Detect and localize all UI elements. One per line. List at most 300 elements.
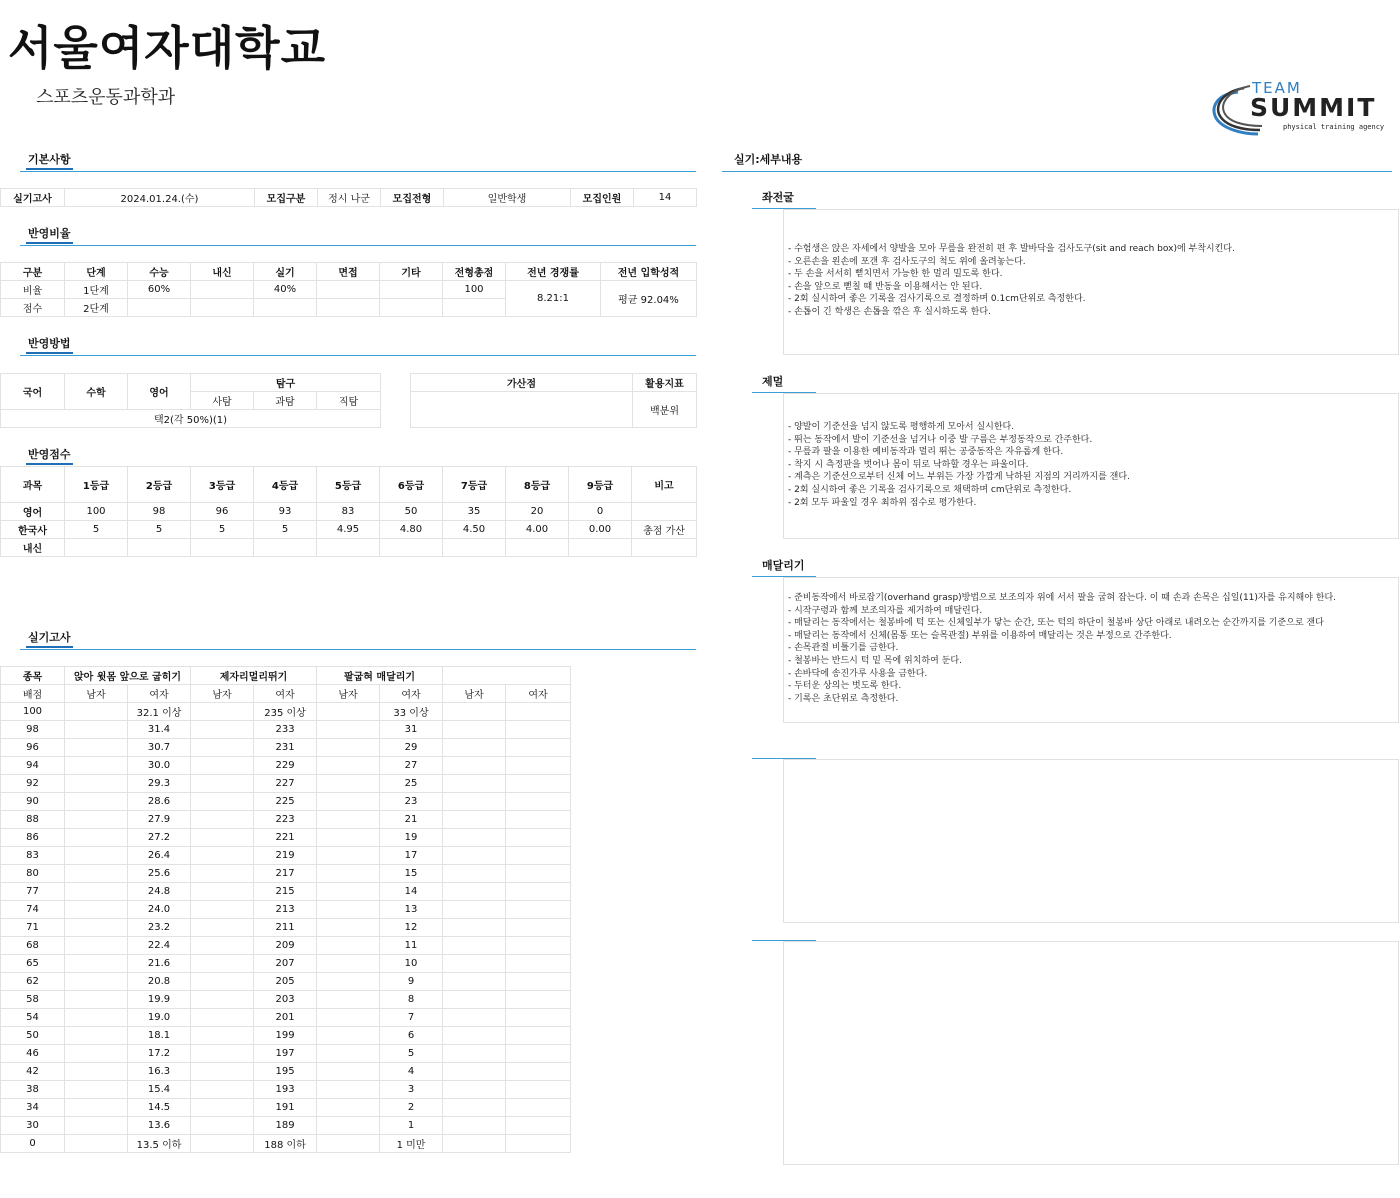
practical-event-header: 앉아 윗몸 앞으로 굽히기 [65, 667, 191, 685]
practical-cell: 203 [254, 991, 317, 1009]
practical-empty-cell [317, 1027, 380, 1045]
table-row [1, 865, 571, 883]
practical-cell: 13.6 [128, 1117, 191, 1135]
table-row [1, 1009, 571, 1027]
table-row [1, 757, 571, 775]
practical-cell: 223 [254, 811, 317, 829]
practical-empty-cell [65, 1099, 128, 1117]
practical-empty-cell [506, 991, 571, 1009]
detail-line: - 매달리는 동작에서는 철봉바에 턱 또는 신체일부가 닿는 순간, 또는 턱의 하단이 철봉바 상단 아래로 내려오는 순간까지를 기준으로 잰다 [788, 618, 1324, 629]
practical-empty-cell [443, 883, 506, 901]
practical-cell: 32.1 이상 [128, 703, 191, 721]
practical-empty-cell [65, 901, 128, 919]
practical-empty-cell [191, 1135, 254, 1153]
table-row [1, 739, 571, 757]
score-cell [632, 503, 697, 521]
table-row [1, 1027, 571, 1045]
practical-cell: 19.0 [128, 1009, 191, 1027]
practical-cell: 31.4 [128, 721, 191, 739]
practical-empty-cell [317, 901, 380, 919]
practical-cell: 199 [254, 1027, 317, 1045]
detail-line: - 2회 모두 파울일 경우 최하위 점수로 평가한다. [788, 497, 977, 508]
practical-empty-cell [443, 1063, 506, 1081]
practical-cell: 19.9 [128, 991, 191, 1009]
score-cell: 93 [254, 503, 317, 521]
detail-line: - 철봉바는 반드시 턱 밑 목에 위치하여 둔다. [788, 655, 962, 666]
detail-heading-label: 좌전굴 [762, 191, 794, 204]
practical-cell: 31 [380, 721, 443, 739]
detail-line: - 착지 시 측정판을 벗어나 몸이 뒤로 낙하할 경우는 파울이다. [788, 459, 1029, 470]
practical-cell: 213 [254, 901, 317, 919]
section-detail [722, 150, 1392, 172]
practical-cell: 30.0 [128, 757, 191, 775]
detail-line: - 오른손을 왼손에 포갠 후 검사도구의 척도 위에 올려놓는다. [788, 256, 1026, 267]
practical-cell: 231 [254, 739, 317, 757]
practical-empty-cell [443, 757, 506, 775]
practical-empty-cell [65, 1045, 128, 1063]
score-cell: 5 [65, 521, 128, 539]
ratio-cell: 점수 [1, 299, 65, 317]
practical-sub-row [1, 685, 571, 703]
practical-cell: 197 [254, 1045, 317, 1063]
table-row [1, 1081, 571, 1099]
index-label: 활용지표 [633, 374, 697, 392]
practical-sub-header: 여자 [380, 685, 443, 703]
ratio-cell [191, 299, 254, 317]
score-cell: 5 [191, 521, 254, 539]
score-cell: 50 [380, 503, 443, 521]
practical-cell: 96 [1, 739, 65, 757]
table-row [1, 919, 571, 937]
practical-empty-cell [506, 811, 571, 829]
practical-sub-header: 남자 [191, 685, 254, 703]
practical-empty-cell [65, 865, 128, 883]
practical-empty-cell [506, 1099, 571, 1117]
practical-empty-cell [443, 1081, 506, 1099]
practical-empty-cell [506, 937, 571, 955]
practical-empty-cell [506, 1009, 571, 1027]
practical-event-header: 팔굽혀 매달리기 [317, 667, 443, 685]
practical-empty-cell [443, 955, 506, 973]
practical-cell: 77 [1, 883, 65, 901]
practical-empty-cell [443, 1135, 506, 1153]
score-subject: 한국사 [1, 521, 65, 539]
practical-empty-cell [191, 739, 254, 757]
detail-content [783, 209, 1399, 355]
score-cell: 4.95 [317, 521, 380, 539]
practical-empty-cell [443, 973, 506, 991]
practical-empty-cell [191, 919, 254, 937]
ratio-cell [191, 281, 254, 299]
practical-cell: 1 [380, 1117, 443, 1135]
practical-cell: 33 이상 [380, 703, 443, 721]
practical-empty-cell [506, 829, 571, 847]
detail-line: - 준비동작에서 바로잡기(overhand grasp)방법으로 보조의자 위에 서서 팔을 굽혀 잡는다. 이 때 손과 손목은 십일(11)자를 유지해야 한다. [788, 593, 1337, 603]
practical-empty-cell [191, 1081, 254, 1099]
practical-cell: 80 [1, 865, 65, 883]
practical-cell: 29 [380, 739, 443, 757]
practical-empty-cell [65, 811, 128, 829]
table-row [1, 281, 697, 299]
university-title: 서울여자대학교 [8, 21, 327, 75]
practical-empty-cell [191, 973, 254, 991]
practical-empty-cell [506, 1081, 571, 1099]
ratio-cell [380, 281, 443, 299]
detail-line: - 손을 앞으로 뻗칠 때 반동을 이용해서는 안 된다. [788, 281, 983, 292]
bonus-value [411, 392, 633, 428]
table-row [1, 1045, 571, 1063]
practical-cell: 100 [1, 703, 65, 721]
detail-heading [752, 187, 816, 209]
practical-empty-cell [317, 847, 380, 865]
score-cell [254, 539, 317, 557]
ratio-header: 실기 [254, 263, 317, 281]
practical-empty-cell [443, 1099, 506, 1117]
practical-cell: 189 [254, 1117, 317, 1135]
ratio-header: 전년 입학성적 [601, 263, 697, 281]
practical-empty-cell [191, 793, 254, 811]
detail-line: - 손바닥에 송진가루 사용을 금한다. [788, 668, 928, 679]
table-row [1, 955, 571, 973]
score-cell [317, 539, 380, 557]
detail-content [783, 577, 1399, 723]
score-cell: 100 [65, 503, 128, 521]
practical-empty-cell [191, 829, 254, 847]
practical-cell: 10 [380, 955, 443, 973]
practical-empty-cell [317, 1045, 380, 1063]
practical-event-header: 제자리멀리뛰기 [191, 667, 317, 685]
ratio-cell [443, 299, 506, 317]
count-value: 14 [634, 189, 697, 207]
detail-content [783, 941, 1399, 1165]
practical-empty-cell [506, 775, 571, 793]
practical-cell: 34 [1, 1099, 65, 1117]
ratio-cell: 60% [128, 281, 191, 299]
section-practical [20, 628, 696, 650]
practical-empty-cell [506, 883, 571, 901]
table-row [1, 703, 571, 721]
ratio-cell: 1단계 [65, 281, 128, 299]
practical-cell: 27.9 [128, 811, 191, 829]
detail-heading [752, 919, 816, 941]
table-row [1, 1099, 571, 1117]
ratio-cell [317, 299, 380, 317]
practical-empty-cell [317, 1135, 380, 1153]
detail-line: - 무릎과 팔을 이용한 예비동작과 멀리 뛰는 공중동작은 자유롭게 한다. [788, 447, 1064, 458]
practical-empty-cell [65, 757, 128, 775]
practical-cell: 0 [1, 1135, 65, 1153]
ratio-table [0, 262, 697, 317]
ratio-header: 내신 [191, 263, 254, 281]
practical-event-row [1, 667, 571, 685]
practical-empty-cell [191, 775, 254, 793]
practical-empty-cell [65, 991, 128, 1009]
table-row [411, 374, 697, 392]
practical-empty-cell [191, 1027, 254, 1045]
score-header: 5등급 [317, 467, 380, 503]
practical-empty-cell [65, 703, 128, 721]
detail-content [783, 393, 1399, 539]
practical-cell: 25.6 [128, 865, 191, 883]
bonus-table [410, 373, 697, 428]
detail-heading-label: 매달리기 [762, 559, 805, 572]
practical-empty-cell [317, 1009, 380, 1027]
practical-cell: 22.4 [128, 937, 191, 955]
score-cell [506, 539, 569, 557]
practical-cell: 17 [380, 847, 443, 865]
score-header: 1등급 [65, 467, 128, 503]
ratio-cell: 비율 [1, 281, 65, 299]
detail-line: - 시작구령과 함께 보조의자를 제거하여 매달린다. [788, 605, 983, 616]
score-cell: 0 [569, 503, 632, 521]
table-row [1, 811, 571, 829]
practical-cell: 28.6 [128, 793, 191, 811]
table-row [1, 775, 571, 793]
practical-empty-cell [317, 937, 380, 955]
ratio-header: 단계 [65, 263, 128, 281]
logo-brand-text: SUMMIT [1250, 93, 1377, 122]
practical-cell: 26.4 [128, 847, 191, 865]
practical-empty-cell [317, 811, 380, 829]
practical-empty-cell [317, 865, 380, 883]
detail-line: - 뛰는 동작에서 발이 기준선을 넘거나 이중 발 구름은 부정동작으로 간주한다. [788, 434, 1093, 445]
practical-cell: 27 [380, 757, 443, 775]
table-row [1, 189, 697, 207]
practical-empty-cell [443, 901, 506, 919]
section-basic [20, 150, 696, 172]
ratio-cell [317, 281, 380, 299]
practical-empty-cell [191, 811, 254, 829]
practical-empty-cell [65, 955, 128, 973]
practical-cell: 217 [254, 865, 317, 883]
practical-cell: 13 [380, 901, 443, 919]
practical-empty-cell [506, 973, 571, 991]
practical-cell: 54 [1, 1009, 65, 1027]
practical-empty-cell [443, 1027, 506, 1045]
practical-empty-cell [65, 1081, 128, 1099]
logo-graphic [1210, 76, 1392, 140]
section-method [20, 334, 696, 356]
practical-empty-cell [65, 829, 128, 847]
practical-empty-cell [506, 1045, 571, 1063]
basic-info-table [0, 188, 697, 207]
score-cell: 35 [443, 503, 506, 521]
section-score [20, 445, 696, 467]
detail-content [783, 759, 1399, 923]
table-row [411, 392, 697, 428]
logo-tagline-text: physical training agency [1283, 123, 1385, 131]
practical-empty-cell [506, 919, 571, 937]
practical-empty-cell [443, 865, 506, 883]
practical-empty-cell [317, 1081, 380, 1099]
practical-empty-cell [506, 1063, 571, 1081]
score-header-row [1, 467, 697, 503]
section-practical-label: 실기고사 [26, 630, 73, 648]
detail-heading [752, 555, 816, 577]
practical-empty-cell [191, 865, 254, 883]
practical-cell: 98 [1, 721, 65, 739]
practical-cell: 9 [380, 973, 443, 991]
practical-empty-cell [506, 793, 571, 811]
practical-empty-cell [317, 829, 380, 847]
practical-empty-cell [191, 847, 254, 865]
method-vocational: 직탐 [317, 392, 381, 410]
score-cell [569, 539, 632, 557]
practical-event-header: 종목 [1, 667, 65, 685]
score-header: 7등급 [443, 467, 506, 503]
practical-cell: 188 이하 [254, 1135, 317, 1153]
practical-empty-cell [65, 937, 128, 955]
type-label: 모집전형 [381, 189, 444, 207]
detail-line: - 매달리는 동작에서 신체(몸통 또는 슬목관절) 부위를 이용하여 매달리는 것은 부정으로 간주한다. [788, 630, 1172, 641]
grade-score-table [0, 466, 697, 557]
score-header: 2등급 [128, 467, 191, 503]
group-value: 정시 나군 [318, 189, 381, 207]
practical-cell: 30.7 [128, 739, 191, 757]
practical-cell: 7 [380, 1009, 443, 1027]
practical-empty-cell [506, 865, 571, 883]
score-cell [191, 539, 254, 557]
practical-cell: 18.1 [128, 1027, 191, 1045]
practical-cell: 233 [254, 721, 317, 739]
score-cell [380, 539, 443, 557]
practical-sub-header: 배점 [1, 685, 65, 703]
practical-empty-cell [191, 1063, 254, 1081]
practical-empty-cell [317, 1117, 380, 1135]
table-row [1, 883, 571, 901]
practical-empty-cell [443, 739, 506, 757]
table-row [1, 1135, 571, 1153]
practical-cell: 19 [380, 829, 443, 847]
practical-empty-cell [65, 973, 128, 991]
practical-empty-cell [65, 1027, 128, 1045]
practical-cell: 1 미만 [380, 1135, 443, 1153]
practical-sub-header: 남자 [443, 685, 506, 703]
practical-cell: 12 [380, 919, 443, 937]
practical-empty-cell [443, 1009, 506, 1027]
practical-empty-cell [191, 1117, 254, 1135]
practical-cell: 23 [380, 793, 443, 811]
team-summit-logo [1210, 76, 1392, 140]
table-row [1, 721, 571, 739]
practical-empty-cell [506, 739, 571, 757]
method-explore: 탐구 [191, 374, 381, 392]
practical-cell: 221 [254, 829, 317, 847]
practical-cell: 62 [1, 973, 65, 991]
practical-empty-cell [191, 1009, 254, 1027]
score-header: 비고 [632, 467, 697, 503]
score-cell: 98 [128, 503, 191, 521]
table-row [1, 374, 381, 392]
section-score-label: 반영점수 [26, 447, 73, 465]
practical-sub-header: 남자 [65, 685, 128, 703]
score-cell [128, 539, 191, 557]
department-title: 스포츠운동과학과 [36, 87, 176, 108]
practical-cell: 207 [254, 955, 317, 973]
practical-empty-cell [65, 1117, 128, 1135]
practical-score-table [0, 666, 571, 1153]
score-cell: 5 [128, 521, 191, 539]
detail-line: - 수험생은 앉은 자세에서 양발을 모아 무릎을 완전히 편 후 발바닥을 검사도구(sit and reach box)에 부착시킨다. [788, 244, 1235, 254]
practical-empty-cell [506, 703, 571, 721]
practical-empty-cell [506, 757, 571, 775]
practical-cell: 3 [380, 1081, 443, 1099]
practical-empty-cell [506, 1135, 571, 1153]
practical-cell: 74 [1, 901, 65, 919]
score-subject: 영어 [1, 503, 65, 521]
table-row [1, 793, 571, 811]
practical-empty-cell [65, 919, 128, 937]
practical-cell: 209 [254, 937, 317, 955]
table-row [1, 521, 697, 539]
practical-cell: 193 [254, 1081, 317, 1099]
practical-empty-cell [65, 775, 128, 793]
score-cell: 20 [506, 503, 569, 521]
score-cell: 0.00 [569, 521, 632, 539]
practical-cell: 13.5 이하 [128, 1135, 191, 1153]
table-row [1, 503, 697, 521]
practical-empty-cell [317, 793, 380, 811]
method-social: 사탐 [191, 392, 254, 410]
practical-empty-cell [317, 973, 380, 991]
practical-empty-cell [191, 721, 254, 739]
practical-cell: 83 [1, 847, 65, 865]
practical-empty-cell [191, 757, 254, 775]
practical-empty-cell [317, 721, 380, 739]
score-cell: 4.00 [506, 521, 569, 539]
practical-empty-cell [317, 739, 380, 757]
practical-sub-header: 여자 [254, 685, 317, 703]
practical-cell: 38 [1, 1081, 65, 1099]
type-value: 일반학생 [444, 189, 571, 207]
practical-cell: 94 [1, 757, 65, 775]
practical-empty-cell [317, 883, 380, 901]
practical-empty-cell [443, 991, 506, 1009]
detail-line: - 기록은 초단위로 측정한다. [788, 693, 899, 704]
ratio-cell: 2단계 [65, 299, 128, 317]
ratio-header-row [1, 263, 697, 281]
practical-empty-cell [65, 847, 128, 865]
ratio-header: 전년 경쟁률 [506, 263, 601, 281]
ratio-header: 수능 [128, 263, 191, 281]
section-ratio-label: 반영비율 [26, 226, 73, 244]
detail-line: - 손목관절 비틀기를 금한다. [788, 643, 899, 654]
practical-empty-cell [317, 955, 380, 973]
detail-line: - 양발이 기준선을 넘지 않도록 평행하게 모아서 실시한다. [788, 422, 1015, 432]
practical-empty-cell [443, 703, 506, 721]
practical-cell: 23.2 [128, 919, 191, 937]
table-row [1, 973, 571, 991]
practical-cell: 219 [254, 847, 317, 865]
practical-empty-cell [65, 1063, 128, 1081]
practical-empty-cell [506, 1117, 571, 1135]
practical-empty-cell [317, 1063, 380, 1081]
table-row [1, 539, 697, 557]
practical-cell: 15 [380, 865, 443, 883]
practical-cell: 215 [254, 883, 317, 901]
practical-empty-cell [317, 1099, 380, 1117]
practical-cell: 88 [1, 811, 65, 829]
practical-empty-cell [317, 919, 380, 937]
practical-cell: 14.5 [128, 1099, 191, 1117]
practical-event-header [443, 667, 571, 685]
method-korean: 국어 [1, 374, 65, 410]
practical-cell: 24.8 [128, 883, 191, 901]
practical-empty-cell [506, 721, 571, 739]
table-row [1, 1117, 571, 1135]
practical-cell: 50 [1, 1027, 65, 1045]
prev-admission: 평균 92.04% [601, 281, 697, 317]
